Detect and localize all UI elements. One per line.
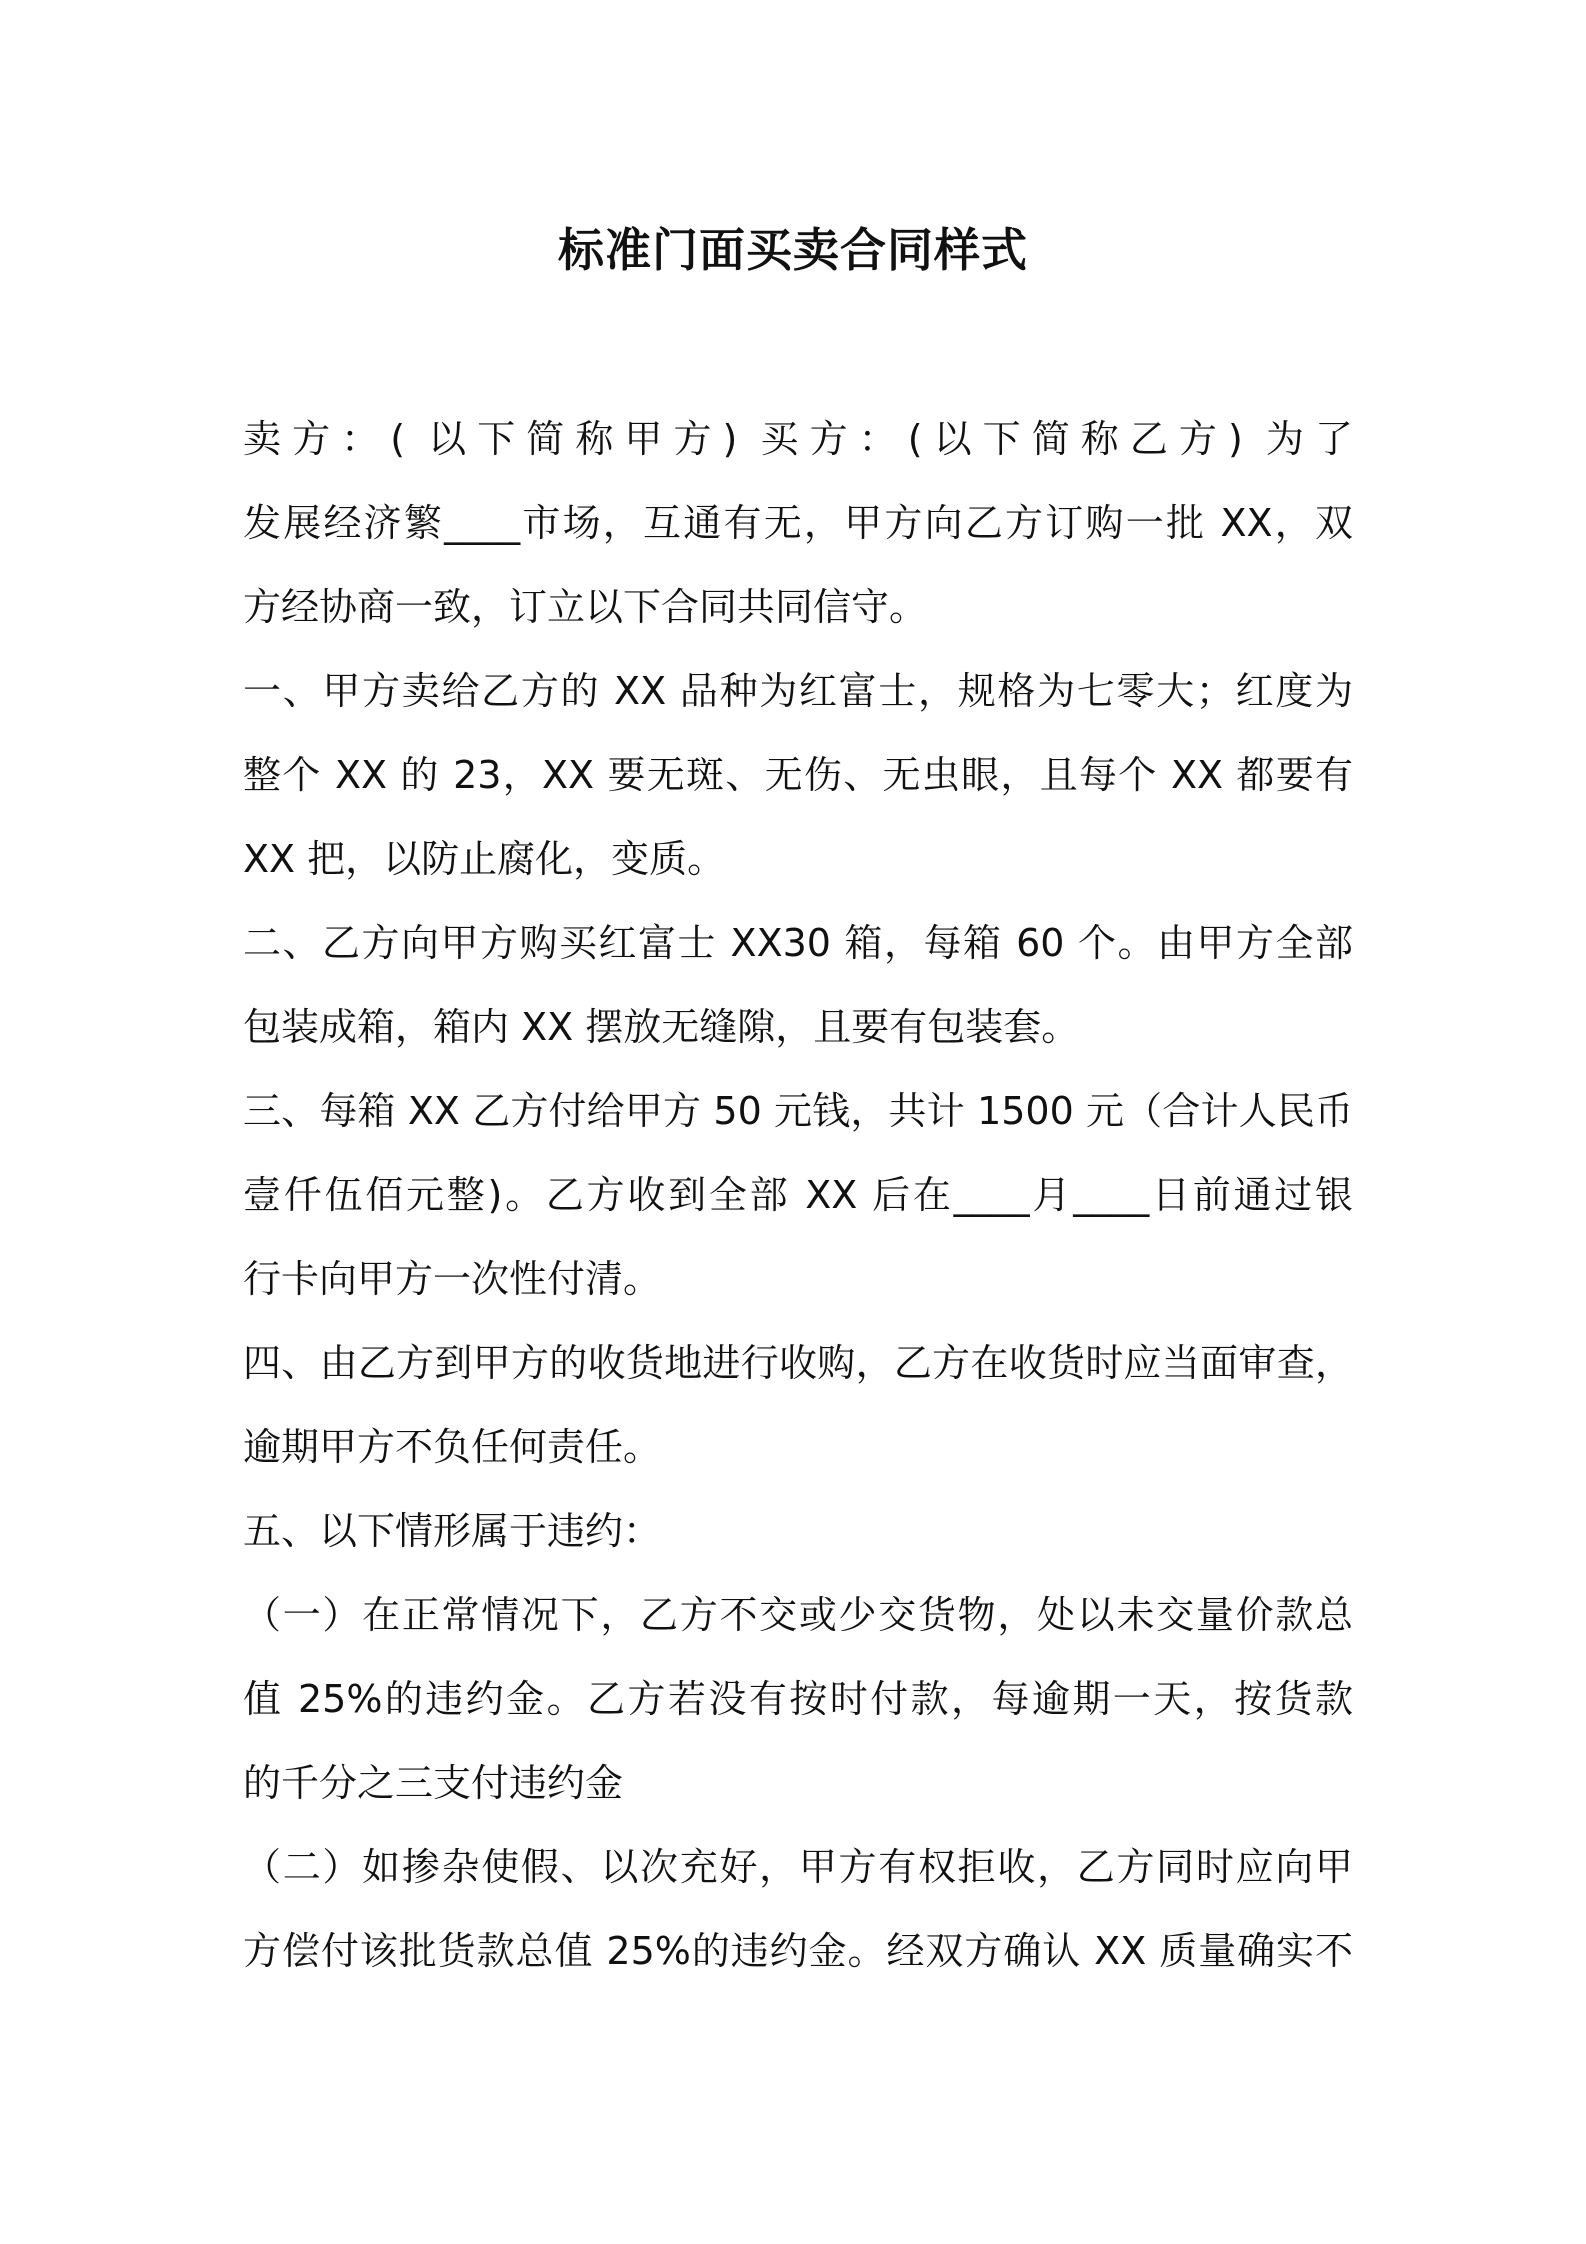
contract-line: 方经协商一致，订立以下合同共同信守。 <box>243 585 928 629</box>
contract-line: 发展经济繁____市场，互通有无，甲方向乙方订购一批 XX，双 <box>243 501 1353 545</box>
contract-text <box>243 397 1353 1993</box>
contract-line: 五、以下情形属于违约： <box>243 1509 662 1553</box>
contract-line: 二、乙方向甲方购买红富士 XX30 箱，每箱 60 个。由甲方全部 <box>243 921 1353 965</box>
contract-line: 四、由乙方到甲方的收货地进行收购，乙方在收货时应当面审查， <box>243 1341 1353 1385</box>
contract-line: （二）如掺杂使假、以次充好，甲方有权拒收，乙方同时应向甲 <box>243 1845 1353 1889</box>
document-title: 标准门面买卖合同样式 <box>558 223 1028 277</box>
contract-line: XX 把，以防止腐化，变质。 <box>243 837 726 881</box>
contract-line: 整个 XX 的 23，XX 要无斑、无伤、无虫眼，且每个 XX 都要有 <box>243 753 1353 797</box>
contract-line: 值 25%的违约金。乙方若没有按时付款，每逾期一天，按货款 <box>243 1677 1353 1721</box>
contract-line: 卖方：( 以下简称甲方) 买方：(以下简称乙方) 为了 <box>243 417 1353 461</box>
contract-line: 三、每箱 XX 乙方付给甲方 50 元钱，共计 1500 元（合计人民币 <box>243 1089 1353 1133</box>
contract-line: （一）在正常情况下，乙方不交或少交货物，处以未交量价款总 <box>243 1593 1353 1637</box>
contract-line: 一、甲方卖给乙方的 XX 品种为红富士，规格为七零大；红度为 <box>243 669 1353 713</box>
contract-line: 的千分之三支付违约金 <box>243 1761 624 1805</box>
contract-line: 行卡向甲方一次性付清。 <box>243 1257 662 1301</box>
contract-line: 方偿付该批货款总值 25%的违约金。经双方确认 XX 质量确实不 <box>243 1929 1353 1973</box>
contract-body <box>243 397 1353 1993</box>
contract-line: 壹仟伍佰元整)。乙方收到全部 XX 后在____月____日前通过银 <box>243 1173 1353 1217</box>
contract-line: 包装成箱，箱内 XX 摆放无缝隙，且要有包装套。 <box>243 1005 1080 1049</box>
contract-line: 逾期甲方不负任何责任。 <box>243 1425 662 1469</box>
